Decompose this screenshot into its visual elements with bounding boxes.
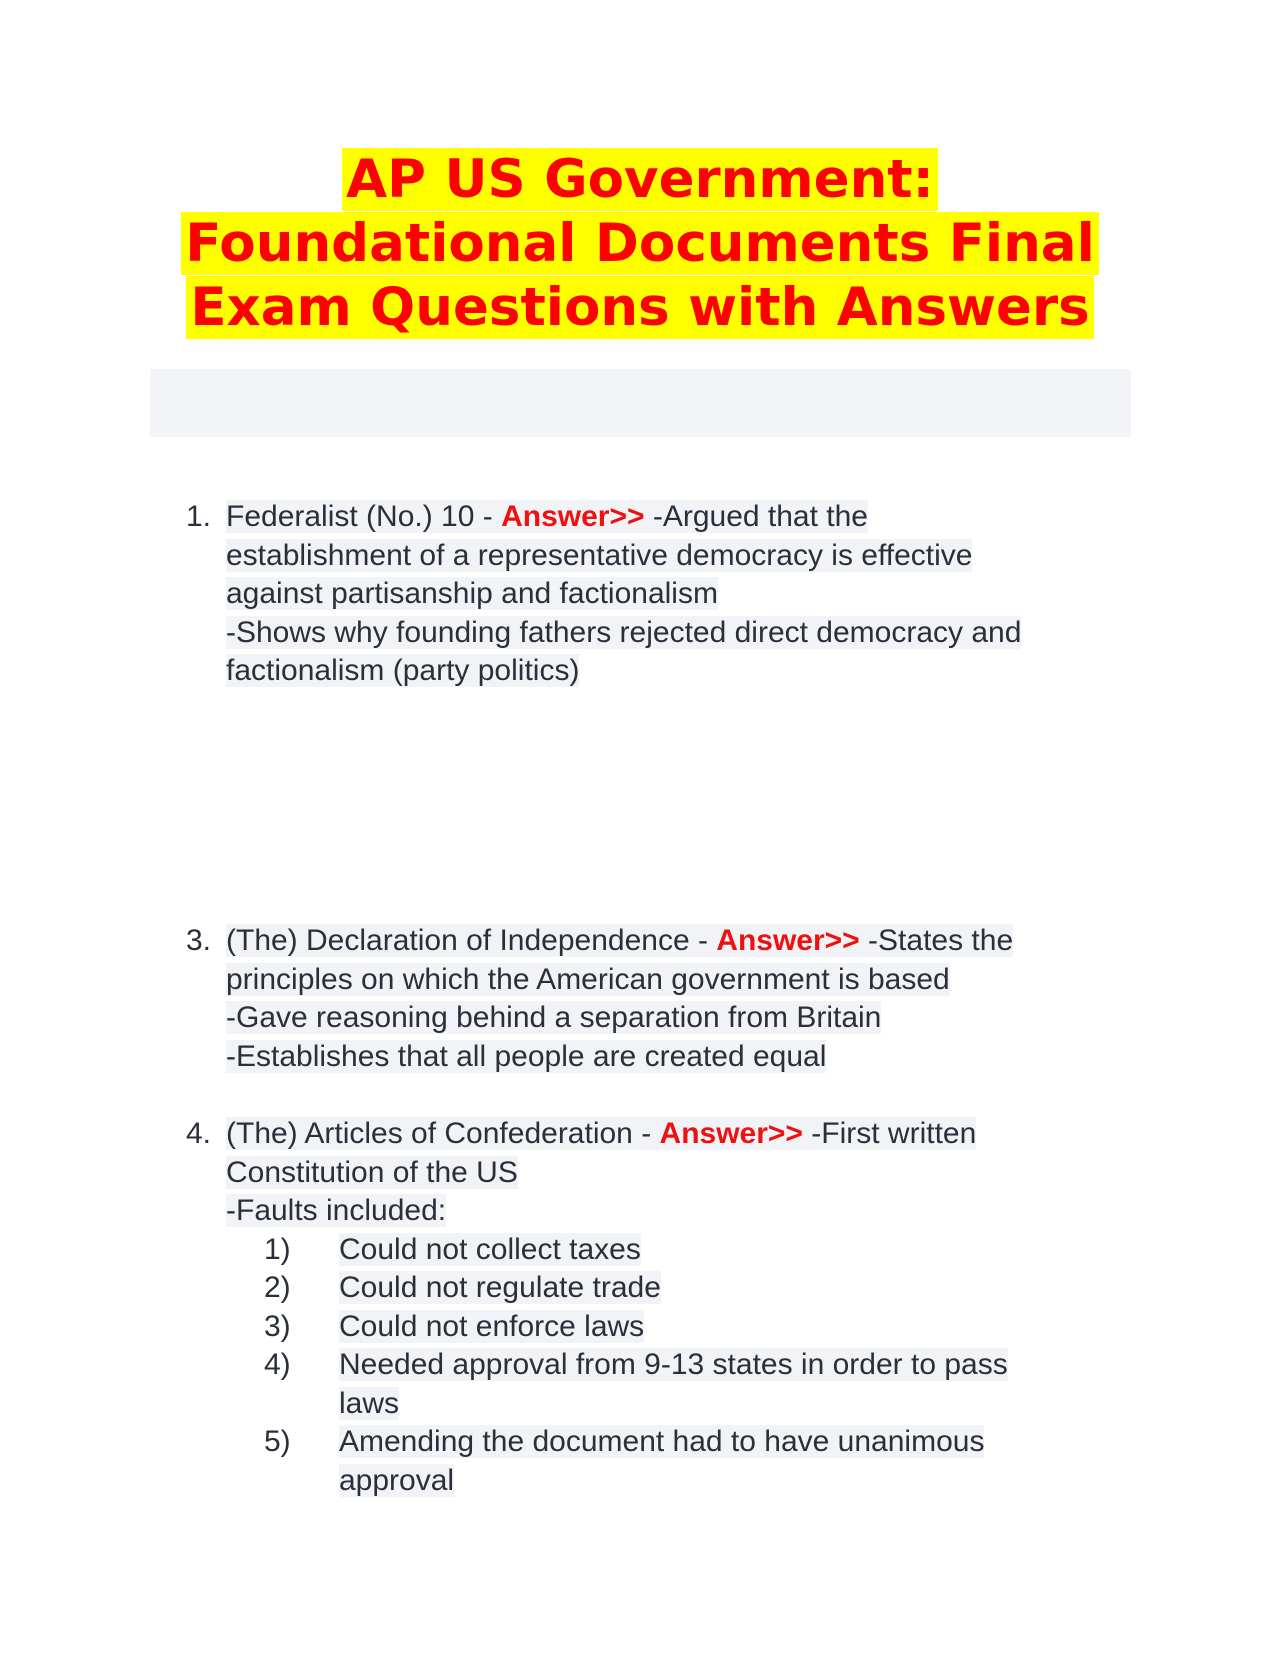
title-line: Exam Questions with Answers xyxy=(186,276,1093,339)
answer-text: -Argued that the xyxy=(644,500,868,533)
subitem-text: approval xyxy=(339,1463,455,1497)
question-prompt: Federalist (No.) 10 - xyxy=(226,500,502,533)
subitem-number: 4) xyxy=(264,1348,291,1381)
answer-line: -Establishes that all people are created equal xyxy=(226,1039,827,1073)
subitem-number: 3) xyxy=(264,1309,291,1343)
answer-line: -Faults included: xyxy=(226,1194,447,1227)
question-first-line xyxy=(226,1115,976,1154)
question-prompt: (The) Declaration of Independence - xyxy=(226,924,717,957)
subitem-text: Could not collect taxes xyxy=(339,1232,641,1266)
subitem-text: Needed approval from 9-13 states in order to pass xyxy=(339,1348,1008,1381)
question-prompt: (The) Articles of Confederation - xyxy=(226,1117,660,1150)
answer-line: establishment of a representative democracy is effective xyxy=(226,538,973,572)
title-line: AP US Government: xyxy=(342,148,938,211)
title-line: Foundational Documents Final xyxy=(181,212,1099,275)
question-number: 3. xyxy=(186,924,212,957)
answer-line: -Gave reasoning behind a separation from Britain xyxy=(226,1001,882,1034)
subitem-number: 5) xyxy=(264,1425,291,1458)
subitem-number: 2) xyxy=(264,1271,291,1304)
answer-line: factionalism (party politics) xyxy=(226,654,580,687)
question-first-line xyxy=(226,498,868,537)
subitem-text: laws xyxy=(339,1386,400,1420)
subitem-number: 1) xyxy=(264,1232,291,1266)
answer-text: -States the xyxy=(859,924,1014,957)
question-first-line xyxy=(226,922,1013,961)
answer-line: principles on which the American government is based xyxy=(226,962,950,996)
answer-marker: Answer>> xyxy=(716,924,860,957)
question-number: 4. xyxy=(186,1117,212,1150)
question-number: 1. xyxy=(186,500,212,533)
answer-marker: Answer>> xyxy=(659,1117,803,1150)
subitem-text: Amending the document had to have unanimous xyxy=(339,1425,985,1458)
answer-line: Constitution of the US xyxy=(226,1155,518,1189)
answer-text: -First written xyxy=(802,1117,977,1150)
subitem-text: Could not enforce laws xyxy=(339,1309,645,1343)
answer-marker: Answer>> xyxy=(501,500,645,533)
subitem-text: Could not regulate trade xyxy=(339,1271,661,1304)
answer-line: -Shows why founding fathers rejected direct democracy and xyxy=(226,615,1022,649)
answer-line: against partisanship and factionalism xyxy=(226,577,718,610)
blank-shaded-block xyxy=(150,369,1131,437)
document-title xyxy=(0,148,1280,340)
